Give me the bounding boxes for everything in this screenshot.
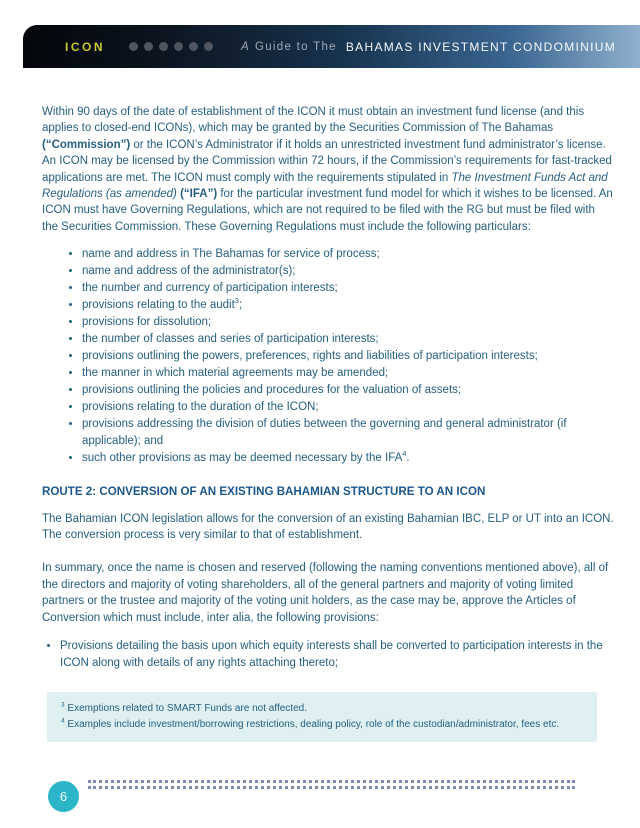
list-item: • provisions outlining the powers, preferences, rights and liabilities of participation interests; [82,348,614,365]
header-dot [204,42,213,51]
list-item: • Provisions detailing the basis upon which equity interests shall be converted to participation interests in the ICON along with details of any rights attaching thereto; [60,638,614,672]
list-item: • provisions relating to the audit$^3$; [82,297,614,314]
footnote: $^4$ Examples include investment/borrowing restrictions, dealing policy, role of the custodian/administrator, fees etc. [61,717,560,730]
header-guide-text [241,41,337,53]
header-dot [144,42,153,51]
page-number-badge: 6 [48,781,79,812]
list-item: • such other provisions as may be deemed necessary by the IFA$^4$. [82,450,614,467]
governing-regulations-list [42,246,614,467]
route2-paragraph-1: The Bahamian ICON legislation allows for the conversion of an existing Bahamian IBC, ELP or UT into an ICON. The conversion process is very similar to that of establishment. [42,512,614,542]
conversion-provisions-list [42,638,614,672]
list-item: • the manner in which material agreements may be amended; [82,365,614,382]
header-guide-rest: Guide to The [254,40,337,53]
list-item: • provisions addressing the division of duties between the governing and general administrator (if applicable); and [82,416,614,450]
header-dots [129,42,213,51]
list-item: • provisions outlining the policies and procedures for the valuation of assets; [82,382,614,399]
header-dot [189,42,198,51]
list-item: • name and address in The Bahamas for service of process; [82,246,614,263]
footnotes-box [47,692,597,742]
header-guide-a: A [241,40,250,53]
header-dot [174,42,183,51]
list-item: • the number and currency of participation interests; [82,280,614,297]
list-item: • the number of classes and series of participation interests; [82,331,614,348]
header-dot [129,42,138,51]
header-dot [159,42,168,51]
footnote: $^3$ Exemptions related to SMART Funds are not affected. [61,701,307,715]
header-bar [23,25,640,68]
intro-paragraph: Within 90 days of the date of establishment of the ICON it must obtain an investment fund license (and this applies to closed-end ICONs), which may be granted by the Securities Commission of The Bahamas (“Commission”) or the ICON’s Administrator if it holds an unrestricted investment fund administrator’s license. An ICON may be licensed by the Commission within 72 hours, if the Commission’s requirements for fast-tracked applications are met. The ICON must comply with the requirements stipulated in The Investment Funds Act and Regulations (as amended) (“IFA”) for the particular investment fund model for which it wishes to be licensed. An ICON must have Governing Regulations, which are not required to be filed with the RG but must be filed with the Securities Commission. These Governing Regulations must include the following particulars: [42,106,613,233]
document-body [42,104,614,742]
page-title: BAHAMAS INVESTMENT CONDOMINIUM [345,39,617,54]
brand-icon-label: ICON [65,39,105,54]
list-item: • provisions relating to the duration of the ICON; [82,399,614,416]
list-item: • provisions for dissolution; [82,314,614,331]
route2-heading: ROUTE 2: CONVERSION OF AN EXISTING BAHAMIAN STRUCTURE TO AN ICON [42,485,486,499]
route2-paragraph-2: In summary, once the name is chosen and reserved (following the naming conventions mentioned above), all of the directors and majority of voting shareholders, all of the general partners and majority of voting limited partners or the trustee and majority of the voting unit holders, as the case may be, approve the Articles of Conversion which must include, inter alia, the following provisions: [42,562,609,624]
list-item: • name and address of the administrator(s); [82,263,614,280]
footer-dotted-line [88,780,575,789]
